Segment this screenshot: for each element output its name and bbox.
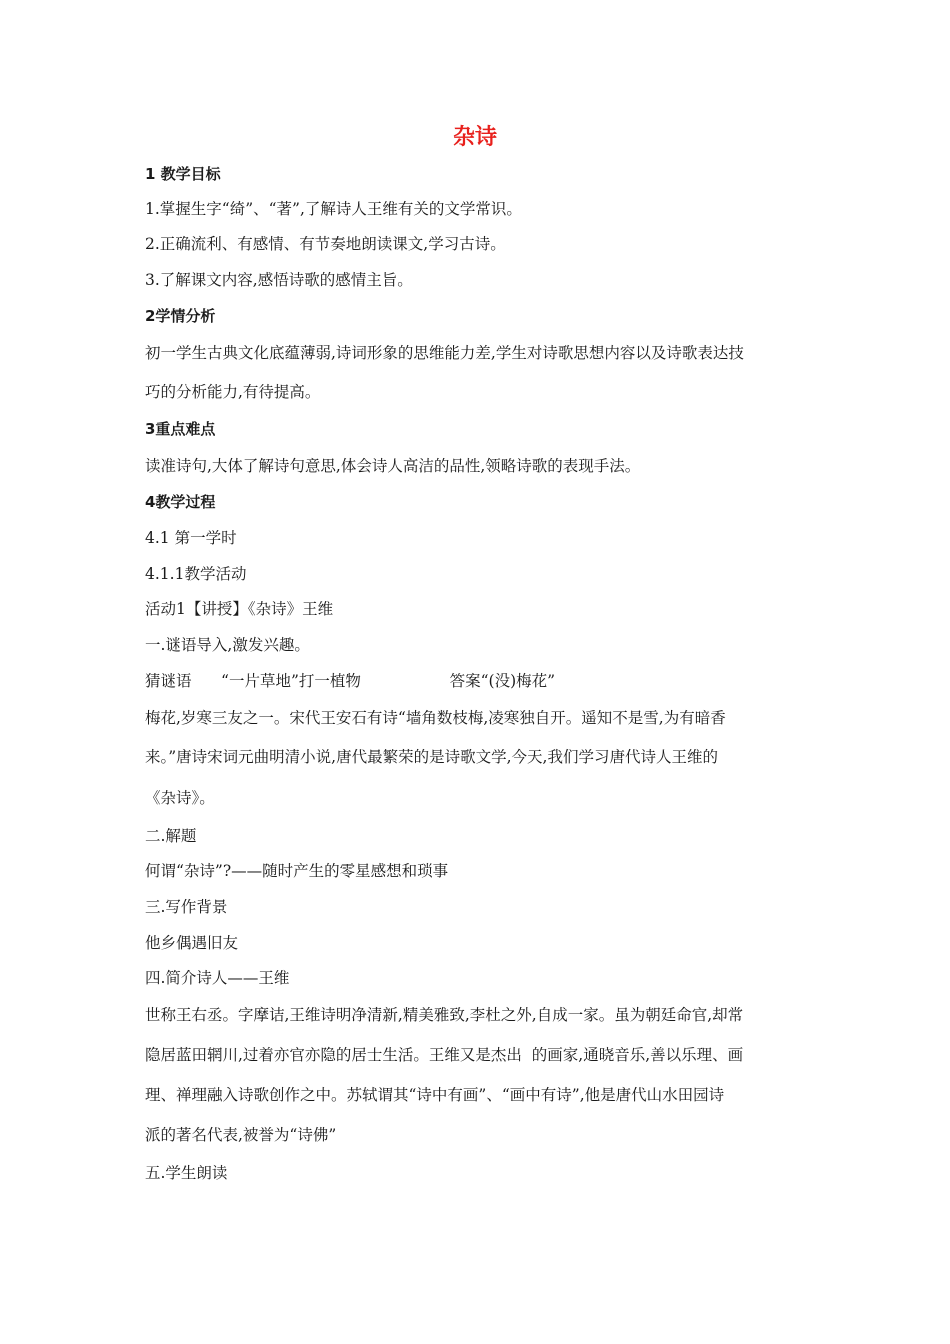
- goal-item: 1.掌握生字“绮”、“著”,了解诗人王维有关的文学常识。: [145, 200, 522, 218]
- title-explanation-text: 何谓“杂诗”?——随时产生的零星感想和琐事: [145, 862, 449, 880]
- lesson-label: 4.1 第一学时: [145, 529, 237, 547]
- background-text: 他乡偶遇旧友: [145, 934, 239, 952]
- activity-title: 活动1【讲授】《杂诗》王维: [145, 600, 334, 618]
- activity-heading: 4.1.1教学活动: [145, 565, 247, 583]
- analysis-paragraph-line: 初一学生古典文化底蕴薄弱,诗词形象的思维能力差,学生对诗歌思想内容以及诗歌表达技: [145, 344, 744, 362]
- goal-item: 2.正确流利、有感情、有节奏地朗读课文,学习古诗。: [145, 235, 506, 253]
- heading-teaching-process: 4教学过程: [145, 493, 216, 511]
- poet-paragraph-line: 派的著名代表,被誉为“诗佛”: [145, 1126, 337, 1144]
- poet-paragraph-line: 世称王右丞。字摩诘,王维诗明净清新,精美雅致,李杜之外,自成一家。虽为朝廷命官,却常: [145, 1006, 744, 1024]
- poet-paragraph-line: 理、禅理融入诗歌创作之中。苏轼谓其“诗中有画”、“画中有诗”,他是唐代山水田园诗: [145, 1086, 725, 1104]
- section-background: 三.写作背景: [145, 898, 228, 916]
- heading-learner-analysis: 2学情分析: [145, 307, 216, 325]
- plum-paragraph-line: 《杂诗》。: [145, 789, 215, 807]
- poet-paragraph-line: 隐居蓝田辋川,过着亦官亦隐的居士生活。王维又是杰出 的画家,通晓音乐,善以乐理、画: [145, 1046, 744, 1064]
- analysis-paragraph-line: 巧的分析能力,有待提高。: [145, 383, 321, 401]
- section-student-reading: 五.学生朗读: [145, 1164, 228, 1182]
- page-title: 杂诗: [452, 125, 497, 150]
- plum-paragraph-line: 梅花,岁寒三友之一。宋代王安石有诗“墙角数枝梅,凌寒独自开。遥知不是雪,为有暗香: [145, 709, 726, 727]
- riddle-line: 猜谜语 “一片草地”打一植物 答案“(没)梅花”: [145, 672, 556, 690]
- plum-paragraph-line: 来。”唐诗宋词元曲明清小说,唐代最繁荣的是诗歌文学,今天,我们学习唐代诗人王维的: [145, 748, 718, 766]
- section-poet-intro: 四.简介诗人——王维: [145, 969, 290, 987]
- heading-teaching-goals: 1 教学目标: [145, 165, 221, 183]
- difficulty-paragraph: 读准诗句,大体了解诗句意思,体会诗人高洁的品性,领略诗歌的表现手法。: [145, 457, 641, 475]
- heading-key-points: 3重点难点: [145, 420, 216, 438]
- section-riddle-intro: 一.谜语导入,激发兴趣。: [145, 636, 310, 654]
- section-title-explanation: 二.解题: [145, 827, 197, 845]
- goal-item: 3.了解课文内容,感悟诗歌的感情主旨。: [145, 271, 413, 289]
